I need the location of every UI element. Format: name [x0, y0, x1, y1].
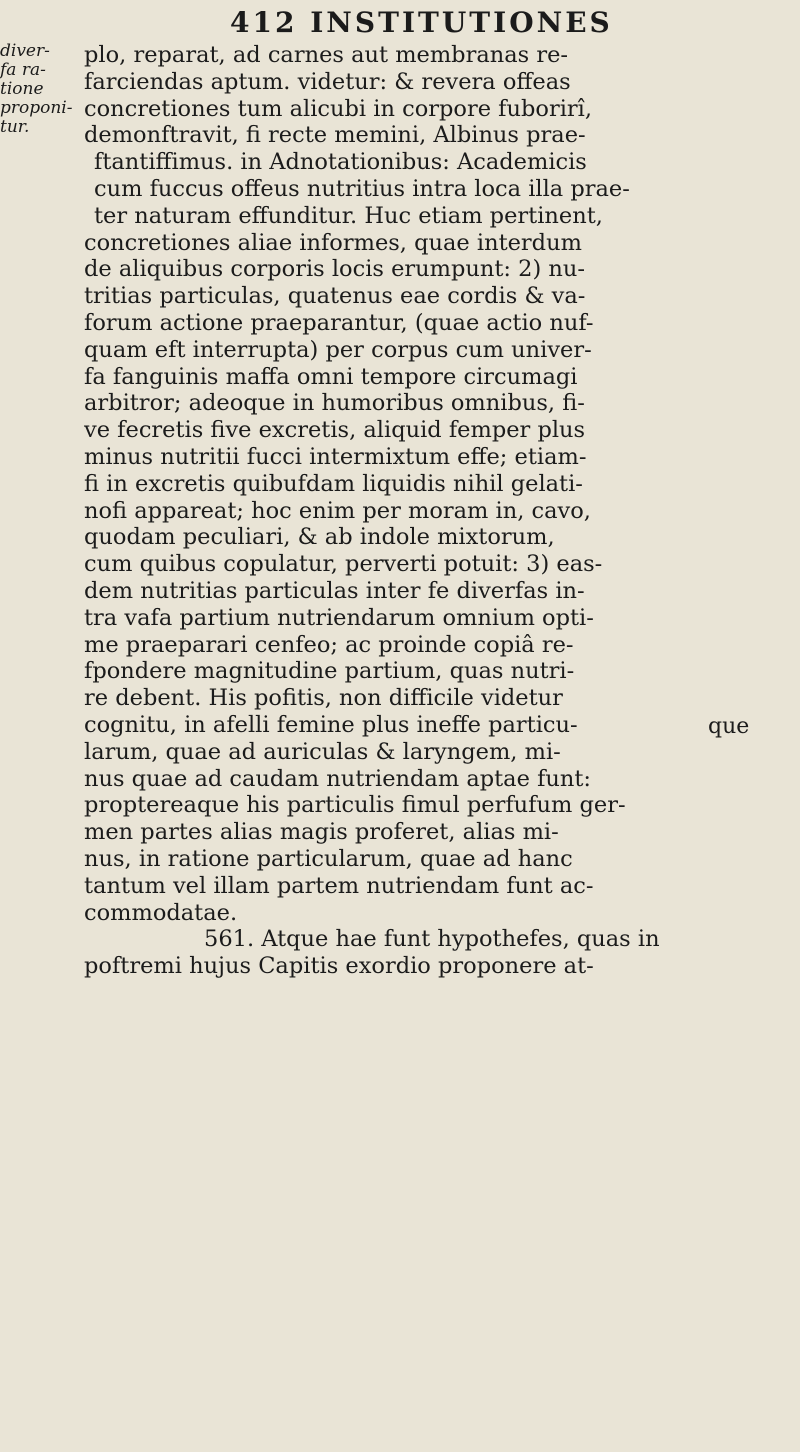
text-line: commodatae. — [84, 899, 238, 926]
text-line: fa fanguinis maffa omni tempore circumagi — [84, 363, 578, 390]
margin-note-line: fa ra- — [0, 60, 46, 80]
text-line: cum quibus copulatur, perverti potuit: 3) eas- — [84, 551, 603, 578]
text-line: me praeparari cenfeo; ac proinde copiâ re- — [84, 631, 574, 658]
text-line: de aliquibus corporis locis erumpunt: 2) nu- — [84, 256, 585, 283]
body-text — [84, 42, 784, 980]
text-line: ftantiffimus. in Adnotationibus: Academicis — [94, 149, 587, 176]
text-line: men partes alias magis proferet, alias mi- — [84, 819, 559, 846]
text-line: tra vafa partium nutriendarum omnium opti- — [84, 604, 594, 631]
text-line: ter naturam effunditur. Huc etiam pertinent, — [94, 202, 603, 229]
text-line: concretiones tum alicubi in corpore fuborirî, — [84, 95, 593, 122]
margin-note-line: tur. — [0, 117, 30, 137]
text-line: forum actione praeparantur, (quae actio nuf- — [84, 309, 594, 336]
text-line: tritias particulas, quatenus eae cordis & va- — [84, 283, 586, 310]
text-line: fpondere magnitudine partium, quas nutri- — [84, 658, 575, 685]
margin-note-line: tione — [0, 79, 44, 99]
text-line: quam eft interrupta) per corpus cum univer- — [84, 336, 592, 363]
text-line: nofi appareat; hoc enim per moram in, cavo, — [84, 497, 591, 524]
margin-note-line: diver- — [0, 41, 50, 61]
text-line: larum, quae ad auriculas & laryngem, mi- — [84, 738, 561, 765]
text-line: minus nutritii fucci intermixtum effe; etiam- — [84, 443, 587, 470]
text-line: quodam peculiari, & ab indole mixtorum, — [84, 524, 555, 551]
text-line: proptereaque his particulis fimul perfufum ger- — [84, 792, 626, 819]
text-line: nus, in ratione particularum, quae ad hanc — [84, 845, 573, 872]
paragraph-start-line: 561. Atque hae funt hypothefes, quas in — [204, 926, 660, 953]
text-line: cum fuccus offeus nutritius intra loca illa prae- — [94, 175, 630, 202]
text-line: dem nutritias particulas inter fe diverfas in- — [84, 577, 585, 604]
text-line: fi in excretis quibufdam liquidis nihil gelati- — [84, 470, 583, 497]
catchword: que — [708, 714, 750, 739]
text-line: arbitror; adeoque in humoribus omnibus, fi- — [84, 390, 585, 417]
margin-note — [0, 42, 82, 137]
text-line: concretiones aliae informes, quae interdum — [84, 229, 582, 256]
running-header: 412 INSTITUTIONES — [230, 6, 613, 39]
text-line: demonftravit, fi recte memini, Albinus prae- — [84, 122, 586, 149]
text-line: cognitu, in afelli femine plus ineffe particu- — [84, 711, 578, 738]
text-line: farciendas aptum. videtur: & revera offeas — [84, 68, 571, 95]
text-line: ve fecretis five excretis, aliquid femper plus — [84, 417, 586, 444]
text-line: plo, reparat, ad carnes aut membranas re- — [84, 42, 569, 68]
text-line: tantum vel illam partem nutriendam funt ac- — [84, 872, 594, 899]
margin-note-line: proponi- — [0, 98, 73, 118]
text-line: re debent. His pofitis, non difficile videtur — [84, 685, 563, 712]
text-line: nus quae ad caudam nutriendam aptae funt: — [84, 765, 591, 792]
text-line: poftremi hujus Capitis exordio proponere at- — [84, 953, 594, 980]
